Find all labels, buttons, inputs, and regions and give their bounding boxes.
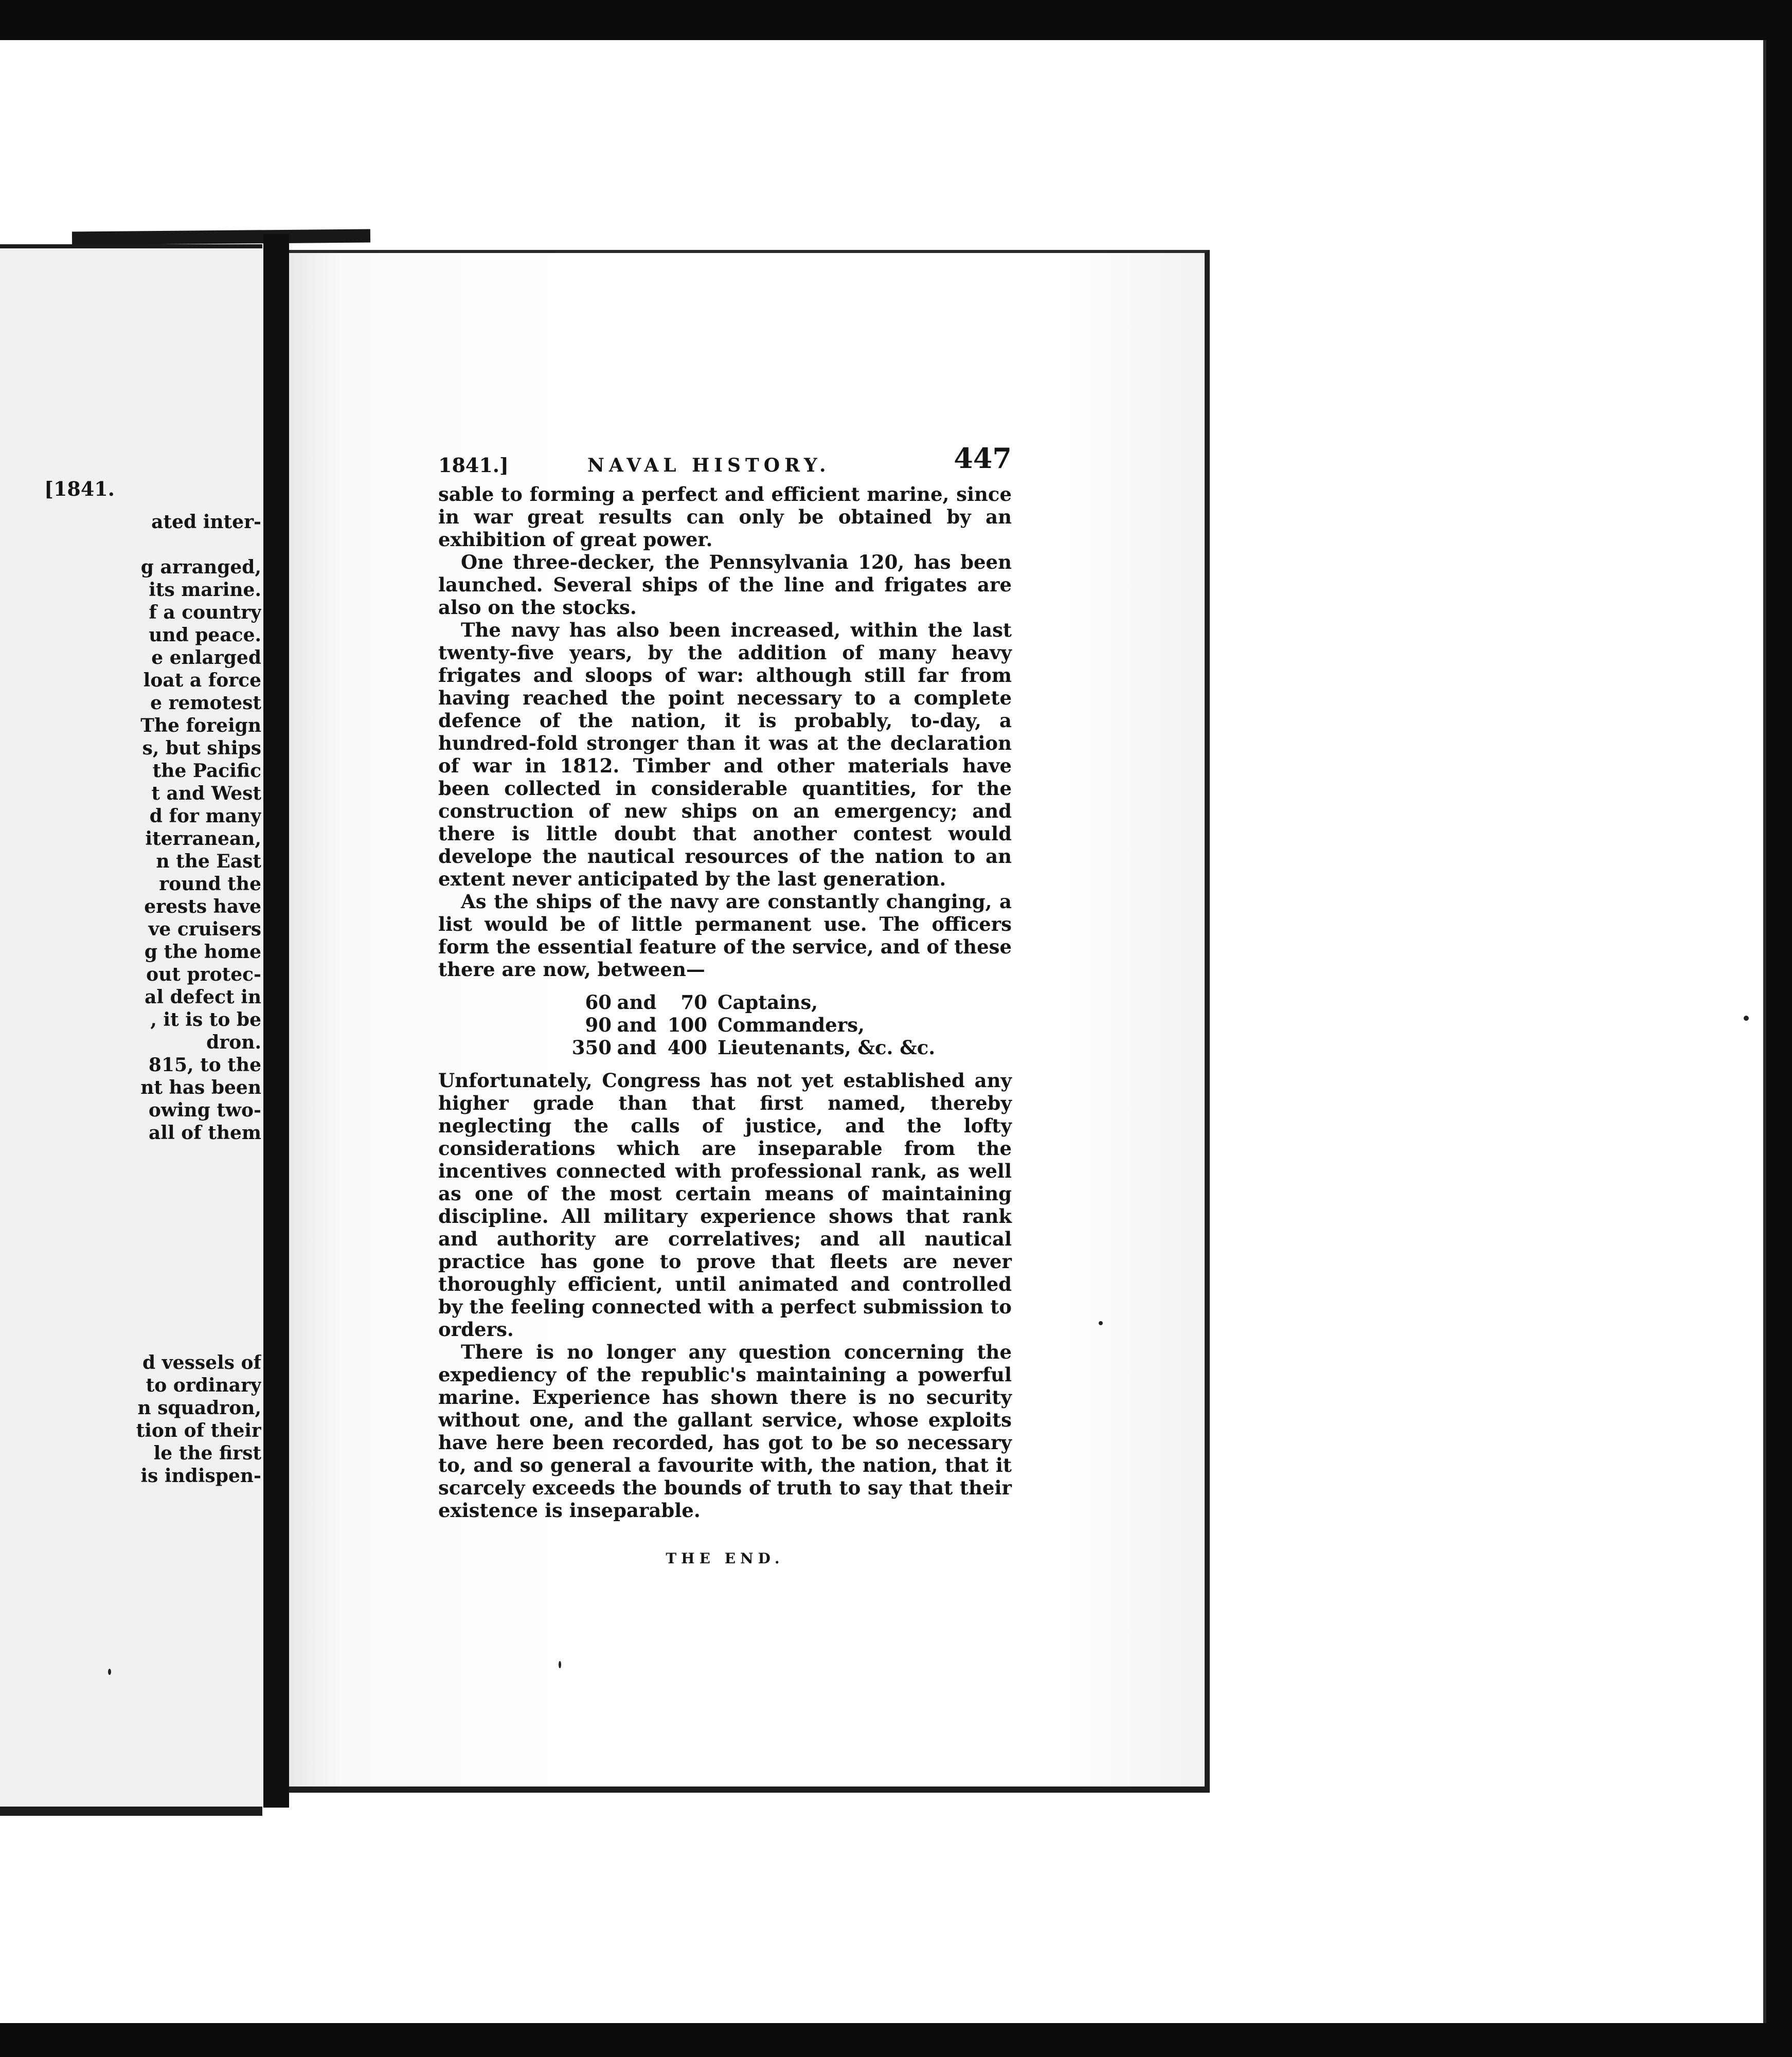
facing-page-running-head: [1841. xyxy=(44,477,115,500)
officer-rank: Lieutenants, &c. &c. xyxy=(718,1036,936,1059)
body-text-part-2 xyxy=(438,1069,1012,1522)
facing-page-line: le the first xyxy=(153,1442,261,1464)
officer-rank: Commanders, xyxy=(718,1014,865,1036)
officer-from: 60 xyxy=(585,991,612,1014)
paragraph: Unfortunately, Congress has not yet established any higher grade than that first named, thereby neglecting the calls of justice, and the lofty considerations which are inseparable from the incentives connected with professional rank, as well as one of the most certain means of maintaining discipline. All military experience shows that rank and authority are correlatives; and all nautical practice has gone to prove that fleets are never thoroughly efficient, until animated and controlled by the feeling connected with a perfect submission to orders. xyxy=(438,1069,1012,1341)
facing-page-line: round the xyxy=(159,873,261,895)
dust-speck xyxy=(559,1661,561,1668)
facing-page-line: g the home xyxy=(144,941,261,963)
officer-and: and xyxy=(617,991,657,1014)
facing-page-line: f a country xyxy=(149,602,261,623)
facing-page-line: all of them xyxy=(148,1122,261,1144)
facing-page-line: nt has been xyxy=(140,1077,261,1098)
page-number: 447 xyxy=(954,442,1012,475)
officer-rank: Captains, xyxy=(718,991,818,1014)
facing-page-line: its marine. xyxy=(149,579,261,601)
facing-page-line: out protec- xyxy=(146,964,261,985)
officer-to: 70 xyxy=(680,991,707,1014)
facing-page-line: dron. xyxy=(206,1032,261,1053)
dust-speck xyxy=(108,1669,111,1675)
running-head-title: NAVAL HISTORY. xyxy=(587,455,831,476)
facing-page-line: g arranged, xyxy=(140,556,261,578)
facing-page-line: al defect in xyxy=(145,986,261,1008)
facing-page-line: The foreign xyxy=(140,715,261,736)
facing-page-line: n the East xyxy=(156,851,261,872)
scan-frame-right xyxy=(1765,0,1792,2057)
officer-row xyxy=(564,1014,935,1036)
book-spine-gutter xyxy=(263,234,289,1808)
facing-page-line: , it is to be xyxy=(150,1009,261,1031)
page-header xyxy=(438,442,1012,479)
officer-to: 100 xyxy=(667,1014,707,1036)
book-page xyxy=(289,250,1210,1793)
scan-frame-top xyxy=(0,0,1792,40)
facing-page-line: ated inter- xyxy=(151,511,261,533)
facing-page-line: e enlarged xyxy=(151,647,261,669)
facing-page-line: is indispen- xyxy=(140,1465,261,1487)
facing-page-line: owing two- xyxy=(148,1099,261,1121)
facing-page-text-bottom xyxy=(0,1351,261,1487)
officer-row xyxy=(564,991,935,1014)
binding-top-edge xyxy=(72,229,370,245)
facing-page-line: erests have xyxy=(144,896,261,917)
facing-page-line xyxy=(0,533,261,556)
officer-to: 400 xyxy=(667,1036,707,1059)
facing-page-line: und peace. xyxy=(149,624,261,646)
paragraph: There is no longer any question concerning the expediency of the republic's maintaining a powerful marine. Experience has shown there is no security without one, and the gallant service, whose exploits have here been recorded, has got to be so necessary to, and so general a favourite with, the nation, that it scarcely exceeds the bounds of truth to say that their existence is inseparable. xyxy=(438,1341,1012,1522)
facing-page-line: 815, to the xyxy=(148,1054,261,1076)
officer-row xyxy=(564,1036,935,1059)
officer-and: and xyxy=(617,1014,657,1036)
facing-page-line: e remotest xyxy=(150,692,261,714)
dust-speck xyxy=(1744,1016,1749,1021)
officer-from: 350 xyxy=(571,1036,612,1059)
scan-frame-bottom xyxy=(0,2023,1792,2057)
facing-page-line: n squadron, xyxy=(137,1397,261,1419)
facing-page-line: tion of their xyxy=(136,1420,261,1441)
dust-speck xyxy=(1099,1321,1103,1325)
paragraph: As the ships of the navy are constantly changing, a list would be of little permanent use. The officers form the essential feature of the service, and of these there are now, between— xyxy=(438,890,1012,981)
running-head-year: 1841.] xyxy=(438,454,509,477)
facing-page-line: loat a force xyxy=(143,670,261,691)
facing-page-line: ve cruisers xyxy=(148,918,261,940)
facing-page-line: d for many xyxy=(149,805,261,827)
facing-page-text-top xyxy=(0,511,261,1144)
body-text-part-1 xyxy=(438,483,1012,981)
facing-page-line: to ordinary xyxy=(146,1375,261,1396)
the-end-colophon: THE END. xyxy=(666,1550,784,1567)
officer-from: 90 xyxy=(585,1014,612,1036)
facing-page-line: d vessels of xyxy=(142,1352,261,1374)
paragraph: One three-decker, the Pennsylvania 120, has been launched. Several ships of the line and frigates are also on the stocks. xyxy=(438,551,1012,619)
facing-page-line: the Pacific xyxy=(152,760,261,782)
paragraph: The navy has also been increased, within the last twenty-five years, by the addition of many heavy frigates and sloops of war: although still far from having reached the point necessary to a complete defence of the nation, it is probably, to-day, a hundred-fold stronger than it was at the declaration of war in 1812. Timber and other materials have been collected in considerable quantities, for the construction of new ships on an emergency; and there is little doubt that another contest would develope the nautical resources of the nation to an extent never anticipated by the last generation. xyxy=(438,619,1012,890)
officer-and: and xyxy=(617,1036,657,1059)
facing-page-line: t and West xyxy=(151,783,261,804)
facing-page-line: iterranean, xyxy=(145,828,261,850)
facing-page-fragment xyxy=(0,244,262,1816)
paragraph: sable to forming a perfect and efficient marine, since in war great results can only be obtained by an exhibition of great power. xyxy=(438,483,1012,551)
scan-frame-edge xyxy=(1763,40,1766,2023)
officer-count-table xyxy=(564,991,935,1059)
page-text-block xyxy=(438,442,1012,1570)
facing-page-line: s, but ships xyxy=(142,737,261,759)
